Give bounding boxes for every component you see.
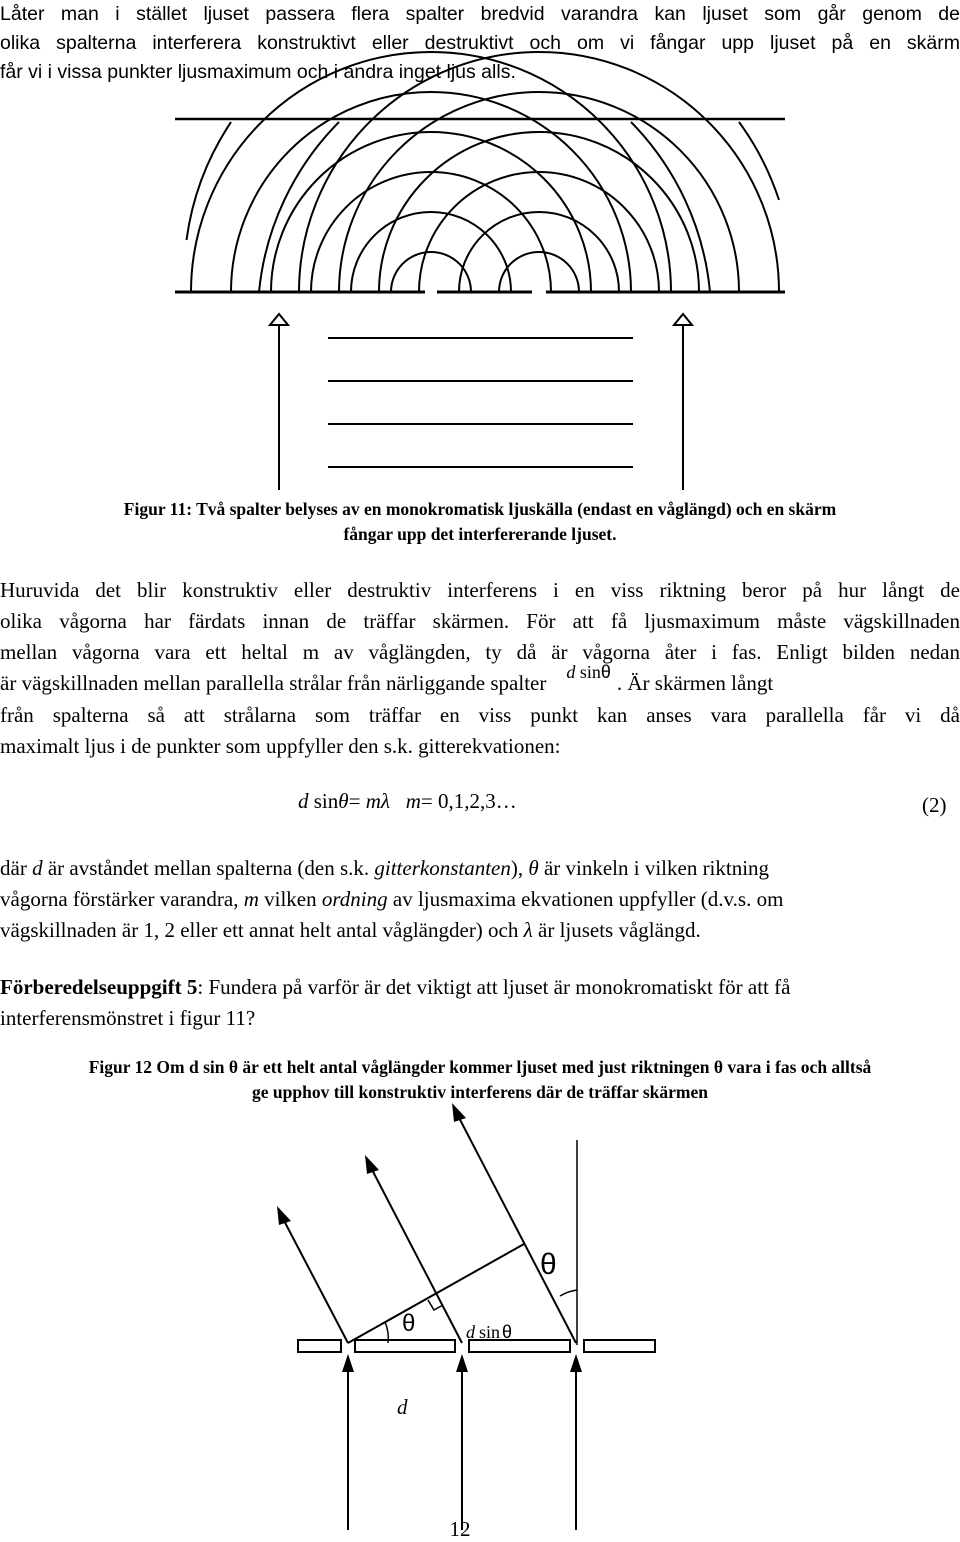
explanation-line: där d är avståndet mellan spalterna (den s.k. gitterkonstanten), θ är vinkeln i vilken riktning bbox=[0, 856, 770, 880]
theta-label-small: θ bbox=[402, 1310, 416, 1337]
diffracted-ray bbox=[368, 1162, 462, 1343]
wavefronts-right-slit bbox=[259, 52, 779, 292]
grating-equation: d sinθ= mλ m= 0,1,2,3… bbox=[298, 789, 517, 813]
incoming-arrow-head bbox=[570, 1354, 582, 1372]
figure-11-diagram bbox=[0, 0, 960, 500]
slit-plate bbox=[355, 1340, 455, 1352]
explanation-line: vågorna förstärker varandra, m vilken ordning av ljusmaxima ekvationen uppfyller (d.v.s. om bbox=[0, 887, 784, 911]
figure-11-caption: Figur 11: Två spalter belyses av en monokromatisk ljuskälla (endast en våglängd) och en skärm fångar upp det interfererande ljuset. bbox=[123, 499, 837, 544]
equation-number: (2) bbox=[922, 793, 947, 817]
incoming-arrow-head bbox=[456, 1354, 468, 1372]
body-line: maximalt ljus i de punkter som uppfyller den s.k. gitterekvationen: bbox=[0, 734, 561, 758]
diffracted-ray bbox=[455, 1110, 576, 1343]
body-line: Huruvida det blir konstruktiv eller destruktiv interferens i en viss riktning beror på hur långt de bbox=[0, 578, 960, 602]
ray-arrow-head bbox=[277, 1206, 291, 1225]
body-line: från spalterna så att strålarna som träffar en viss punkt kan anses vara parallella får vi då bbox=[0, 703, 960, 727]
diffracted-ray bbox=[280, 1213, 348, 1343]
d-label: d bbox=[397, 1395, 408, 1419]
arrow-right-head bbox=[674, 314, 692, 325]
angle-arc-small bbox=[385, 1322, 388, 1343]
d-sin-theta-label: d sin θ bbox=[466, 1322, 513, 1342]
task-label: Förberedelseuppgift 5 bbox=[0, 975, 198, 999]
ray-arrow-head bbox=[365, 1155, 379, 1174]
body-line: är vägskillnaden mellan parallella strålar från närliggande spalter d sinθ . Är skärmen långt bbox=[0, 662, 774, 695]
preparation-task: Förberedelseuppgift 5: Fundera på varför är det viktigt att ljuset är monokromatiskt för att få interferensmönstret i figur 11? bbox=[0, 975, 791, 1030]
slit-plate bbox=[298, 1340, 341, 1352]
angle-arc-big bbox=[560, 1290, 577, 1296]
intro-line: olika spalterna interferera konstruktivt eller destruktivt och om vi fångar upp ljuset på en skärm bbox=[0, 32, 960, 54]
explanation-line: vägskillnaden är 1, 2 eller ett annat helt antal våglängder) och λ är ljusets våglängd. bbox=[0, 918, 701, 942]
body-line: olika vågorna har färdats innan de träffar skärmen. För att få ljusmaximum måste vägskillnaden bbox=[0, 609, 960, 633]
page-number: 12 bbox=[449, 1517, 471, 1541]
figure-12-caption: Figur 12 Om d sin θ är ett helt antal våglängder kommer ljuset med just riktningen θ vara i fas och alltså ge upphov till konstruktiv interferens där de träffar skärmen bbox=[88, 1057, 872, 1102]
arrow-left-head bbox=[270, 314, 288, 325]
wavefront-line bbox=[348, 1244, 524, 1343]
intro-line: Låter man i stället ljuset passera flera spalter bredvid varandra kan ljuset som går genom de bbox=[0, 3, 960, 25]
body-paragraph bbox=[0, 575, 960, 762]
incoming-arrow-head bbox=[342, 1354, 354, 1372]
slit-plate bbox=[469, 1340, 570, 1352]
slit-plate bbox=[584, 1340, 655, 1352]
theta-label-big: θ bbox=[540, 1248, 557, 1281]
ray-arrow-head bbox=[452, 1103, 466, 1122]
intro-line: får vi i vissa punkter ljusmaximum och i andra inget ljus alls. bbox=[0, 61, 516, 83]
body-line: mellan vågorna vara ett heltal m av våglängden, ty då är vågorna åter i fas. Enligt bilden nedan bbox=[0, 640, 960, 664]
right-angle-marker bbox=[428, 1300, 443, 1310]
explanation-paragraph bbox=[0, 853, 960, 946]
